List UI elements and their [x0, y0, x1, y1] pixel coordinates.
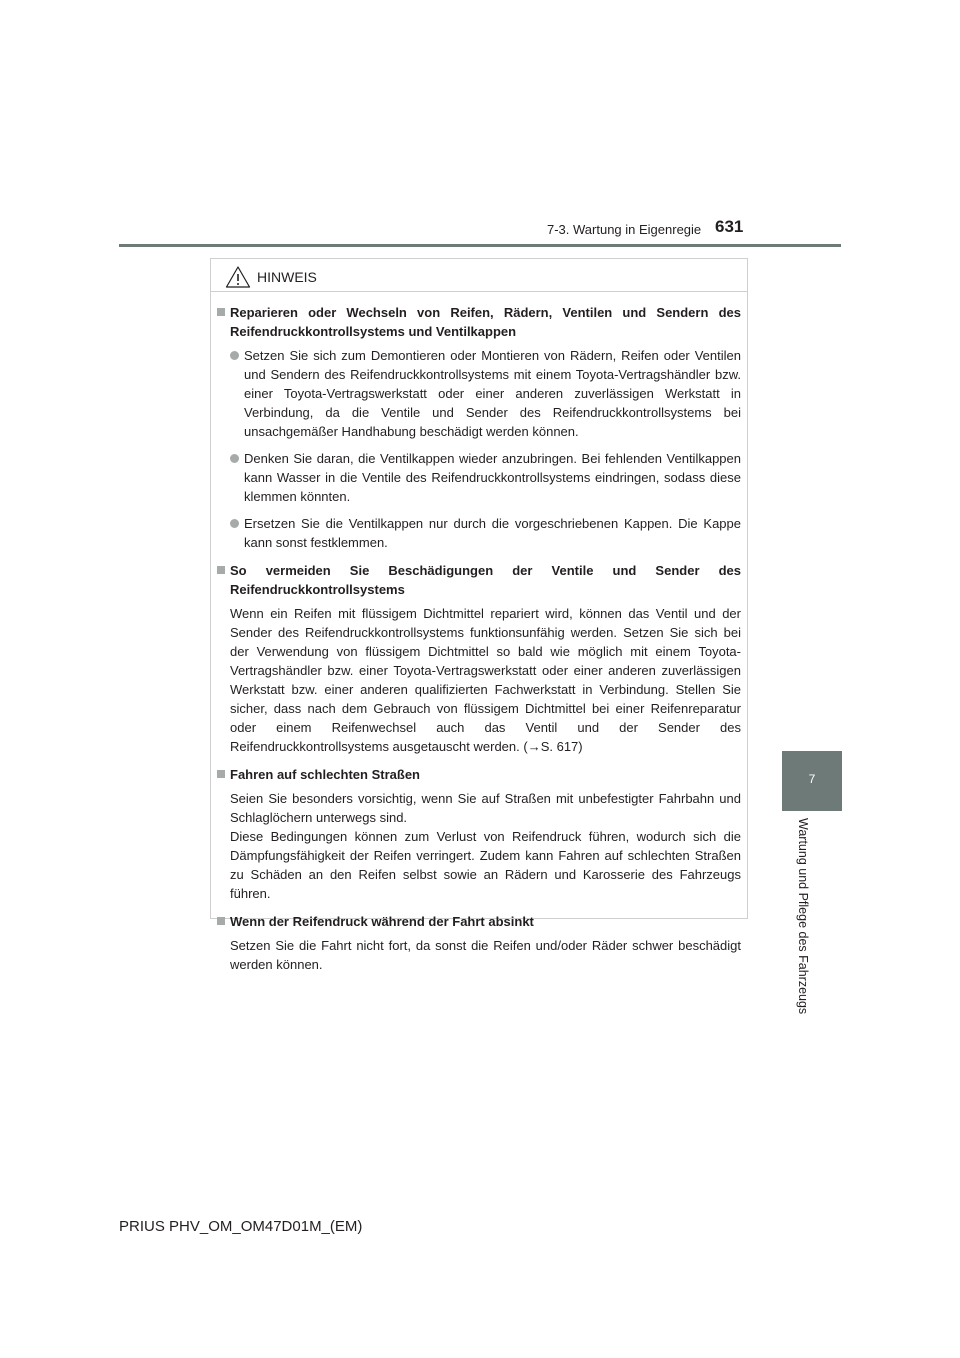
chapter-number: 7 [808, 772, 816, 786]
chapter-tab [782, 751, 842, 811]
notice-content [217, 303, 741, 983]
notice-section [217, 912, 741, 974]
page-number: 631 [715, 217, 744, 236]
notice-box [210, 258, 748, 972]
footer-document-id: PRIUS PHV_OM_OM47D01M_(EM) [119, 1218, 363, 1235]
chapter-label: Wartung und Pflege des Fahrzeugs [796, 818, 810, 1015]
square-bullet-icon [217, 561, 230, 599]
circle-bullet-icon [230, 514, 244, 552]
square-bullet-icon [217, 765, 230, 784]
notice-section [217, 765, 741, 903]
section-paragraph: Diese Bedingungen können zum Verlust von Reifendruck führen, wodurch sich die Dämpfungsfähigkeit der Reifen verringert. Zudem kann Fahren auf schlechten Straßen zu Schäden an den Reifen selbst sowie an Rädern und Karosserie des Fahrzeugs führen. [230, 829, 741, 901]
list-item: Ersetzen Sie die Ventilkappen nur durch die vorgeschriebenen Kappen. Die Kappe kann sonst festklemmen. [230, 514, 741, 552]
section-heading: Wenn der Reifendruck während der Fahrt absinkt [217, 912, 741, 931]
list-item: Setzen Sie sich zum Demontieren oder Montieren von Rädern, Reifen oder Ventilen und Sendern des Reifendruckkontrollsystems mit einem Toyota-Vertragshändler bzw. einer Toyota-Vertragswerkstatt oder einer anderen zuverlässigen Werkstatt in Verbindung, da die Ventile und Sender des Reifendruckkontrollsystems bei unsachgemäßer Handhabung beschädigt werden können. [230, 346, 741, 441]
notice-divider [211, 291, 747, 292]
chapter-label-container [796, 818, 816, 1028]
section-paragraph: Seien Sie besonders vorsichtig, wenn Sie auf Straßen mit unbefestigter Fahrbahn und Schlaglöchern unterwegs sind. [230, 791, 741, 825]
notice-section [217, 303, 741, 552]
header-divider [119, 244, 841, 247]
warning-triangle-icon [225, 265, 251, 289]
section-heading: Reparieren oder Wechseln von Reifen, Rädern, Ventilen und Sendern des Reifendruckkontrollsystems und Ventilkappen [217, 303, 741, 341]
square-bullet-icon [217, 303, 230, 341]
notice-header [225, 264, 317, 290]
header-section-title: 7-3. Wartung in Eigenregie [547, 222, 702, 237]
circle-bullet-icon [230, 449, 244, 506]
notice-section [217, 561, 741, 756]
section-paragraph: Setzen Sie die Fahrt nicht fort, da sonst die Reifen und/oder Räder schwer beschädigt werden können. [230, 938, 741, 972]
section-heading: Fahren auf schlechten Straßen [217, 765, 741, 784]
section-heading: So vermeiden Sie Beschädigungen der Ventile und Sender des Reifendruckkontrollsystems [217, 561, 741, 599]
list-item: Denken Sie daran, die Ventilkappen wieder anzubringen. Bei fehlenden Ventilkappen kann Wasser in die Ventile des Reifendruckkontrollsystems eindringen, sodass diese klemmen könnten. [230, 449, 741, 506]
section-paragraph: Wenn ein Reifen mit flüssigem Dichtmittel repariert wird, können das Ventil und der Sender des Reifendruckkontrollsystems funktionsunfähig werden. Setzen Sie sich bei der Verwendung von flüssigem Dichtmittel so bald wie möglich mit einem Toyota-Vertragshändler bzw. einer Toyota-Vertragswerkstatt oder einer anderen zuverlässigen Werkstatt bzw. einer anderen qualifizierten Fachwerkstatt in Verbindung. Stellen Sie sicher, dass nach dem Gebrauch von flüssigem Dichtmittel bei einer Reifenreparatur oder einem Reifenwechsel auch das Ventil und der Sender des Reifendruckkontrollsystems ausgetauscht werden. (→S. 617) [230, 606, 741, 754]
square-bullet-icon [217, 912, 230, 931]
notice-title: HINWEIS [257, 269, 317, 285]
circle-bullet-icon [230, 346, 244, 441]
